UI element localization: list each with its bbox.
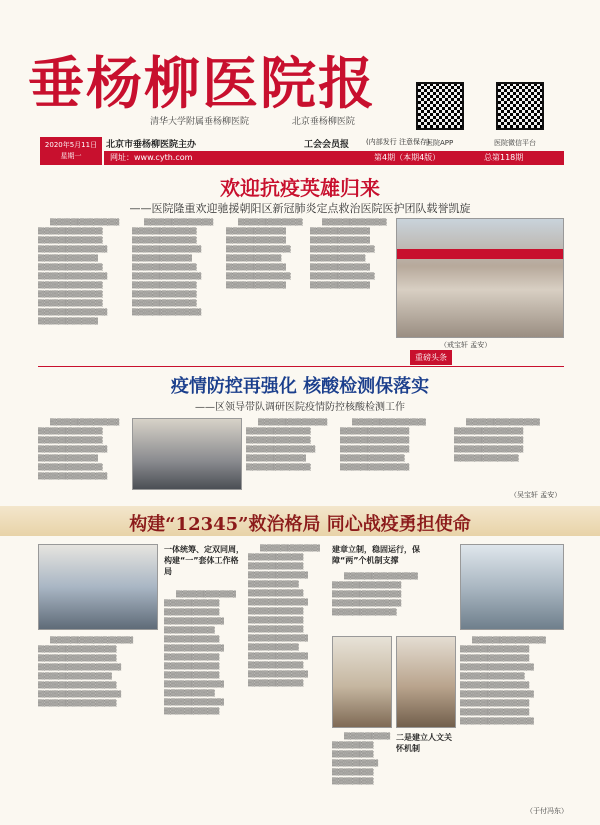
divider [38,366,564,367]
wechat-qr-icon[interactable] [496,82,544,130]
meeting-photo[interactable] [38,544,158,630]
story2-subhead: ——区领导带队调研医院疫情防控核酸检测工作 [195,402,405,413]
story3-section2-title: 建章立制，稳固运行，保障“两”个机制支撑 [332,545,420,565]
story1-col4: ▒▒▒▒▒▒▒▒▒▒▒▒▒▒ ▒▒▒▒▒▒▒▒▒▒▒▒▒ ▒▒▒▒▒▒▒▒▒▒▒▒▒ ▒▒▒▒▒▒▒▒▒▒▒▒▒▒ ▒▒▒▒▒▒▒▒▒▒▒▒ ▒▒▒▒▒▒▒▒▒▒▒▒▒ ▒▒▒▒▒▒▒▒▒▒▒▒▒▒ ▒▒▒▒▒▒▒▒▒▒▒▒▒ [310,219,387,289]
story1-col1: ▒▒▒▒▒▒▒▒▒▒▒▒▒▒▒ ▒▒▒▒▒▒▒▒▒▒▒▒▒▒ ▒▒▒▒▒▒▒▒▒▒▒▒▒▒ ▒▒▒▒▒▒▒▒▒▒▒▒▒▒▒ ▒▒▒▒▒▒▒▒▒▒▒▒▒ ▒▒▒▒▒▒▒▒▒▒▒▒▒▒ ▒▒▒▒▒▒▒▒▒▒▒▒▒▒▒ ▒▒▒▒▒▒▒▒▒▒▒▒▒▒ ▒▒▒▒▒▒▒▒▒▒▒▒▒▒ ▒▒▒▒▒▒▒▒▒▒▒▒▒▒ ▒▒▒▒▒▒▒▒▒▒▒▒▒▒▒ ▒▒▒▒▒▒▒▒▒▒▒▒▒ [38,219,120,325]
headline-tag: 重磅头条 [410,350,452,365]
story1-col3: ▒▒▒▒▒▒▒▒▒▒▒▒▒▒ ▒▒▒▒▒▒▒▒▒▒▒▒▒ ▒▒▒▒▒▒▒▒▒▒▒▒▒ ▒▒▒▒▒▒▒▒▒▒▒▒▒▒ ▒▒▒▒▒▒▒▒▒▒▒▒ ▒▒▒▒▒▒▒▒▒▒▒▒▒ ▒▒▒▒▒▒▒▒▒▒▒▒▒▒ ▒▒▒▒▒▒▒▒▒▒▒▒▒ [226,219,303,289]
welcome-team-photo[interactable] [396,218,564,338]
school-name: 清华大学附属垂杨柳医院 [150,117,250,127]
story2-col2: ▒▒▒▒▒▒▒▒▒▒▒▒▒▒▒ ▒▒▒▒▒▒▒▒▒▒▒▒▒▒ ▒▒▒▒▒▒▒▒▒▒▒▒▒▒ ▒▒▒▒▒▒▒▒▒▒▒▒▒▒▒ ▒▒▒▒▒▒▒▒▒▒▒▒▒ ▒▒▒▒▒▒▒▒▒▒▒▒▒▒ [246,419,328,471]
app-qr-label: 医院APP [426,139,454,147]
inspection-photo[interactable] [132,418,242,490]
issue-info-row [104,136,564,150]
banner-stripe [397,249,564,259]
app-qr-icon[interactable] [416,82,464,130]
story2-col1: ▒▒▒▒▒▒▒▒▒▒▒▒▒▒▒ ▒▒▒▒▒▒▒▒▒▒▒▒▒▒ ▒▒▒▒▒▒▒▒▒▒▒▒▒▒ ▒▒▒▒▒▒▒▒▒▒▒▒▒▒▒ ▒▒▒▒▒▒▒▒▒▒▒▒▒ ▒▒▒▒▒▒▒▒▒▒▒▒▒▒ ▒▒▒▒▒▒▒▒▒▒▒▒▒▒▒ [38,419,120,480]
issue-info-bar [104,151,564,165]
story3-col5: ▒▒▒▒▒▒▒▒▒▒ ▒▒▒▒▒▒▒▒▒ ▒▒▒▒▒▒▒▒▒ ▒▒▒▒▒▒▒▒▒▒ ▒▒▒▒▒▒▒▒▒ ▒▒▒▒▒▒▒▒▒ [332,733,391,785]
story1-col2: ▒▒▒▒▒▒▒▒▒▒▒▒▒▒▒ ▒▒▒▒▒▒▒▒▒▒▒▒▒▒ ▒▒▒▒▒▒▒▒▒▒▒▒▒▒ ▒▒▒▒▒▒▒▒▒▒▒▒▒▒▒ ▒▒▒▒▒▒▒▒▒▒▒▒▒ ▒▒▒▒▒▒▒▒▒▒▒▒▒▒ ▒▒▒▒▒▒▒▒▒▒▒▒▒▒▒ ▒▒▒▒▒▒▒▒▒▒▒▒▒▒ ▒▒▒▒▒▒▒▒▒▒▒▒▒▒ ▒▒▒▒▒▒▒▒▒▒▒▒▒▒ ▒▒▒▒▒▒▒▒▒▒▒▒▒▒▒ [132,219,214,316]
story1-caption: （戒宝轩 孟安） [440,341,492,349]
story3-col2: ▒▒▒▒▒▒▒▒▒▒▒▒▒ ▒▒▒▒▒▒▒▒▒▒▒▒ ▒▒▒▒▒▒▒▒▒▒▒▒ ▒▒▒▒▒▒▒▒▒▒▒▒▒ ▒▒▒▒▒▒▒▒▒▒▒ ▒▒▒▒▒▒▒▒▒▒▒▒ ▒▒▒▒▒▒▒▒▒▒▒▒▒ ▒▒▒▒▒▒▒▒▒▒▒▒ ▒▒▒▒▒▒▒▒▒▒▒▒ ▒▒▒▒▒▒▒▒▒▒▒▒ ▒▒▒▒▒▒▒▒▒▒▒▒▒ ▒▒▒▒▒▒▒▒▒▒▒ ▒▒▒▒▒▒▒▒▒▒▒▒▒ ▒▒▒▒▒▒▒▒▒▒▒▒ [164,591,236,715]
publisher: 北京市垂杨柳医院主办 [106,140,197,150]
issue-date: 2020年5月11日 [44,141,98,149]
issue-date-box [40,137,102,165]
story3-col1: ▒▒▒▒▒▒▒▒▒▒▒▒▒▒▒▒▒▒ ▒▒▒▒▒▒▒▒▒▒▒▒▒▒▒▒▒ ▒▒▒▒▒▒▒▒▒▒▒▒▒▒▒▒▒ ▒▒▒▒▒▒▒▒▒▒▒▒▒▒▒▒▒▒ ▒▒▒▒▒▒▒▒▒▒▒▒▒▒▒▒ ▒▒▒▒▒▒▒▒▒▒▒▒▒▒▒▒▒ ▒▒▒▒▒▒▒▒▒▒▒▒▒▒▒▒▒▒ ▒▒▒▒▒▒▒▒▒▒▒▒▒▒▒▒▒ [38,637,134,707]
masthead [0,0,600,165]
team-photo[interactable] [396,636,456,728]
story3-section1-title: 一体统筹、定双同周，构建“一”套体工作格局 [164,545,244,576]
story2-caption: （吴宝轩 孟安） [510,491,562,499]
wechat-qr-label: 医院微信平台 [494,139,536,147]
union-label: 工会会员报 [304,140,350,150]
story2-headline[interactable]: 疫情防控再强化 核酸检测保落实 [170,376,430,397]
story1-headline[interactable]: 欢迎抗疫英雄归来 [220,176,380,200]
internal-label: (内部发行 注意保存) [366,138,430,146]
story3-section4-title: 二是建立人文关怀机制 [396,733,452,753]
story3-col4: ▒▒▒▒▒▒▒▒▒▒▒▒▒▒▒▒ ▒▒▒▒▒▒▒▒▒▒▒▒▒▒▒ ▒▒▒▒▒▒▒▒▒▒▒▒▒▒▒ ▒▒▒▒▒▒▒▒▒▒▒▒▒▒▒ ▒▒▒▒▒▒▒▒▒▒▒▒▒▒ [332,573,418,616]
total-number: 总第118期 [484,153,524,162]
story2-col4: ▒▒▒▒▒▒▒▒▒▒▒▒▒▒▒▒ ▒▒▒▒▒▒▒▒▒▒▒▒▒▒▒ ▒▒▒▒▒▒▒▒▒▒▒▒▒▒▒ ▒▒▒▒▒▒▒▒▒▒▒▒▒▒▒ ▒▒▒▒▒▒▒▒▒▒▒▒▒▒ [454,419,540,462]
story3-col3: ▒▒▒▒▒▒▒▒▒▒▒▒▒ ▒▒▒▒▒▒▒▒▒▒▒▒ ▒▒▒▒▒▒▒▒▒▒▒▒ ▒▒▒▒▒▒▒▒▒▒▒▒▒ ▒▒▒▒▒▒▒▒▒▒▒ ▒▒▒▒▒▒▒▒▒▒▒▒ ▒▒▒▒▒▒▒▒▒▒▒▒▒ ▒▒▒▒▒▒▒▒▒▒▒▒ ▒▒▒▒▒▒▒▒▒▒▒▒ ▒▒▒▒▒▒▒▒▒▒▒▒ ▒▒▒▒▒▒▒▒▒▒▒▒▒ ▒▒▒▒▒▒▒▒▒▒▒ ▒▒▒▒▒▒▒▒▒▒▒▒▒ ▒▒▒▒▒▒▒▒▒▒▒▒ ▒▒▒▒▒▒▒▒▒▒▒▒▒ ▒▒▒▒▒▒▒▒▒▒▒▒ [248,545,320,687]
story2-col3: ▒▒▒▒▒▒▒▒▒▒▒▒▒▒▒▒ ▒▒▒▒▒▒▒▒▒▒▒▒▒▒▒ ▒▒▒▒▒▒▒▒▒▒▒▒▒▒▒ ▒▒▒▒▒▒▒▒▒▒▒▒▒▒▒ ▒▒▒▒▒▒▒▒▒▒▒▒▒▒ ▒▒▒▒▒▒▒▒▒▒▒▒▒▒▒ [340,419,426,471]
hospital-name: 北京垂杨柳医院 [291,117,355,127]
story1-subhead: ——医院隆重欢迎驰援朝阳区新冠肺炎定点救治医院医护团队载誉凯旋 [129,202,471,215]
story3-footer: （于付冯东） [526,807,568,815]
story3-headline[interactable]: 构建“12345”救治格局 同心战疫勇担使命 [0,506,600,536]
ward-photo[interactable] [460,544,564,630]
issue-weekday: 星期一 [60,152,82,160]
website[interactable]: 网址：www.cyth.com [110,153,193,162]
hallway-photo[interactable] [332,636,392,728]
masthead-subtitle [150,114,395,127]
issue-number: 第4期（本期4版） [374,153,441,162]
newspaper-title: 垂杨柳医院报 [28,51,376,117]
story3-col6: ▒▒▒▒▒▒▒▒▒▒▒▒▒▒▒▒ ▒▒▒▒▒▒▒▒▒▒▒▒▒▒▒ ▒▒▒▒▒▒▒▒▒▒▒▒▒▒▒ ▒▒▒▒▒▒▒▒▒▒▒▒▒▒▒▒ ▒▒▒▒▒▒▒▒▒▒▒▒▒▒ ▒▒▒▒▒▒▒▒▒▒▒▒▒▒▒ ▒▒▒▒▒▒▒▒▒▒▒▒▒▒▒▒ ▒▒▒▒▒▒▒▒▒▒▒▒▒▒▒ ▒▒▒▒▒▒▒▒▒▒▒▒▒▒▒ ▒▒▒▒▒▒▒▒▒▒▒▒▒▒▒▒ [460,637,546,725]
